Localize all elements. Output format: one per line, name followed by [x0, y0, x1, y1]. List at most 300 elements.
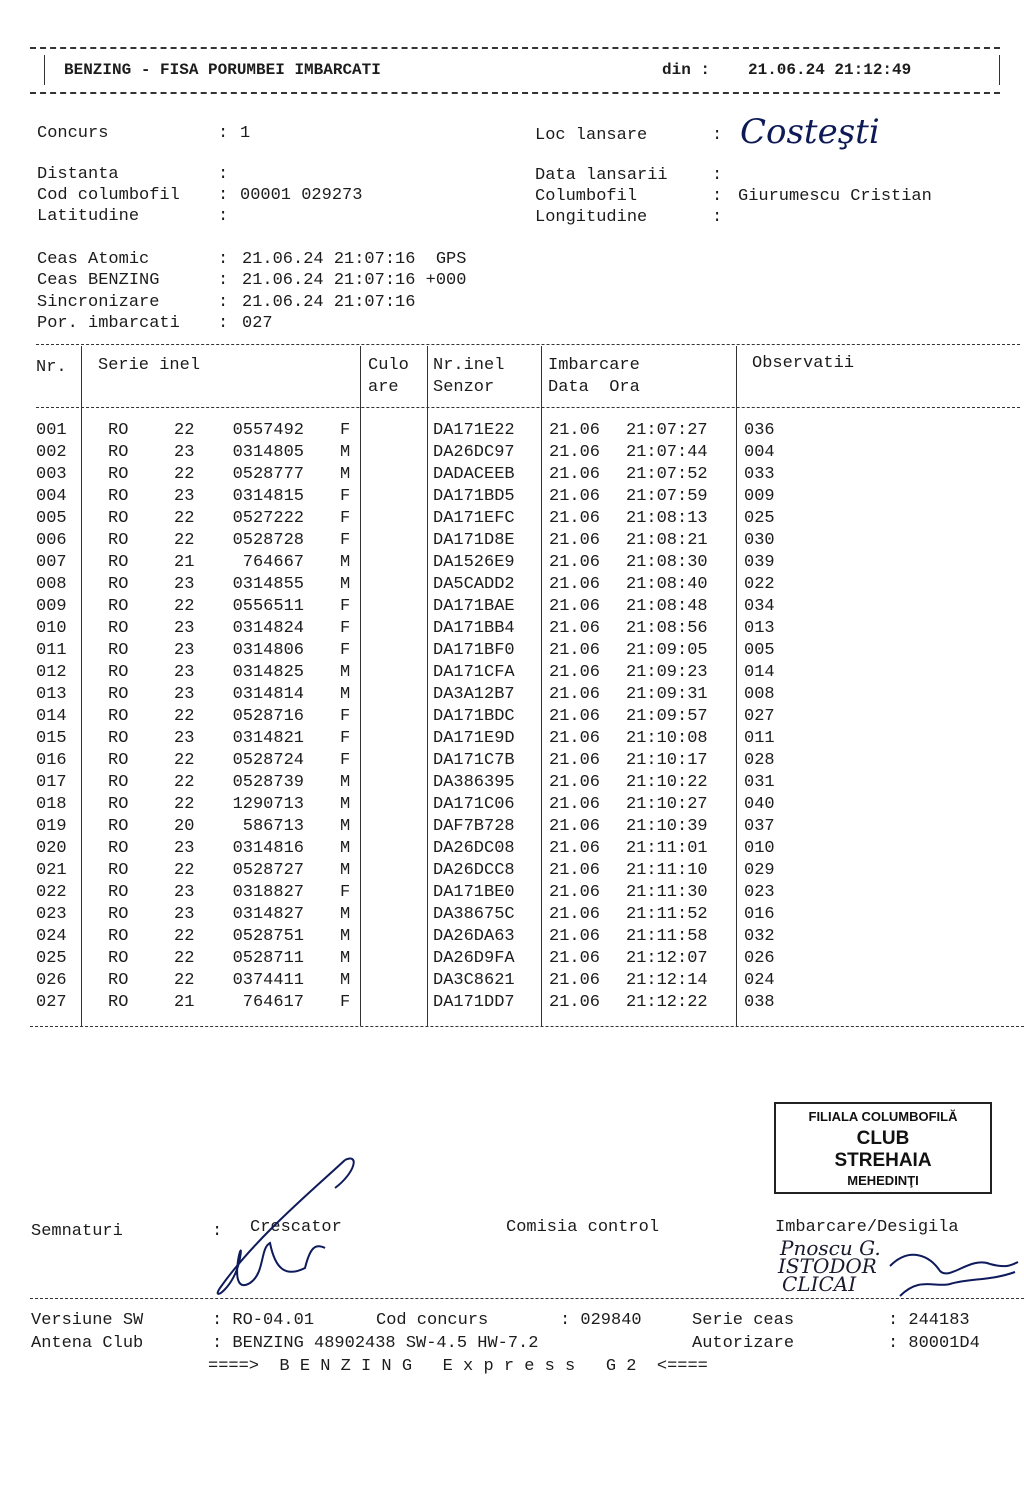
semnaturi-label: Semnaturi [31, 1222, 123, 1241]
stamp-line-4: MEHEDINŢI [847, 1173, 919, 1188]
cell-data: 21.06 [549, 817, 601, 836]
data-lansarii-label: Data lansarii [535, 166, 668, 185]
cell-nr: 021 [36, 861, 67, 880]
cell-ora: 21:08:21 [626, 531, 708, 550]
table-row [0, 487, 1024, 509]
cell-data: 21.06 [549, 751, 601, 770]
cell-ora: 21:10:17 [626, 751, 708, 770]
cell-sex: M [340, 553, 351, 572]
cell-numar: 0314821 [232, 729, 304, 748]
cell-senzor: DA26DC08 [433, 839, 515, 858]
longitudine-label: Longitudine [535, 208, 648, 227]
cell-senzor: DA26DA63 [433, 927, 515, 946]
cell-obs: 039 [744, 553, 775, 572]
cell-sex: F [340, 883, 351, 902]
cell-sex: F [340, 641, 351, 660]
cell-ora: 21:11:30 [626, 883, 708, 902]
cell-numar: 586713 [242, 817, 304, 836]
cell-nr: 011 [36, 641, 67, 660]
cell-numar: 0314805 [232, 443, 304, 462]
cell-obs: 016 [744, 905, 775, 924]
cell-data: 21.06 [549, 861, 601, 880]
cell-tara: RO [108, 487, 129, 506]
header-top-rule [30, 47, 1000, 49]
cell-an: 22 [174, 509, 195, 528]
table-row [0, 839, 1024, 861]
cell-sex: F [340, 729, 351, 748]
cell-an: 22 [174, 465, 195, 484]
cell-an: 22 [174, 971, 195, 990]
cell-numar: 0528716 [232, 707, 304, 726]
cell-senzor: DA171CFA [433, 663, 515, 682]
handwritten-name-3: CLICAI [782, 1272, 857, 1296]
cell-an: 22 [174, 795, 195, 814]
loc-lansare-value: Costeşti [740, 112, 880, 152]
cell-nr: 007 [36, 553, 67, 572]
cell-tara: RO [108, 949, 129, 968]
columbofil-value: Giurumescu Cristian [738, 187, 932, 206]
ceas-benzing-colon: : [218, 271, 229, 290]
ceas-atomic-label: Ceas Atomic [37, 250, 150, 269]
table-row [0, 861, 1024, 883]
cell-an: 20 [174, 817, 195, 836]
cell-data: 21.06 [549, 663, 601, 682]
header-nr-inel: Nr.inel [433, 356, 505, 375]
cell-numar: 764617 [242, 993, 304, 1012]
cell-sex: M [340, 663, 351, 682]
cod-concurs-value: : 029840 [560, 1311, 642, 1330]
cell-an: 22 [174, 751, 195, 770]
cell-an: 21 [174, 993, 195, 1012]
cell-obs: 009 [744, 487, 775, 506]
cell-tara: RO [108, 883, 129, 902]
cell-obs: 014 [744, 663, 775, 682]
ceas-benzing-label: Ceas BENZING [37, 271, 160, 290]
serie-ceas-label: Serie ceas [692, 1311, 795, 1330]
cell-numar: 0556511 [232, 597, 304, 616]
cell-sex: M [340, 795, 351, 814]
cell-tara: RO [108, 465, 129, 484]
cell-ora: 21:10:39 [626, 817, 708, 836]
cell-tara: RO [108, 861, 129, 880]
table-row [0, 905, 1024, 927]
table-row [0, 443, 1024, 465]
cell-tara: RO [108, 509, 129, 528]
cell-ora: 21:08:56 [626, 619, 708, 638]
cell-nr: 006 [36, 531, 67, 550]
cell-data: 21.06 [549, 597, 601, 616]
cell-obs: 023 [744, 883, 775, 902]
cell-numar: 0374411 [232, 971, 304, 990]
cell-nr: 009 [36, 597, 67, 616]
cell-senzor: DADACEEB [433, 465, 515, 484]
cell-an: 22 [174, 597, 195, 616]
cell-ora: 21:08:13 [626, 509, 708, 528]
table-row [0, 707, 1024, 729]
cell-sex: F [340, 509, 351, 528]
cell-nr: 017 [36, 773, 67, 792]
cell-sex: F [340, 751, 351, 770]
cell-nr: 018 [36, 795, 67, 814]
serie-ceas-value: : 244183 [888, 1311, 970, 1330]
cell-ora: 21:11:10 [626, 861, 708, 880]
cell-data: 21.06 [549, 531, 601, 550]
cell-ora: 21:09:57 [626, 707, 708, 726]
crescator-label: Crescator [250, 1218, 342, 1237]
cell-ora: 21:09:05 [626, 641, 708, 660]
table-row [0, 773, 1024, 795]
table-row [0, 751, 1024, 773]
header-data-ora: Data Ora [548, 378, 640, 397]
header-senzor: Senzor [433, 378, 495, 397]
autorizare-label: Autorizare [692, 1334, 795, 1353]
cell-ora: 21:09:23 [626, 663, 708, 682]
table-row [0, 927, 1024, 949]
cell-numar: 0318827 [232, 883, 304, 902]
cell-senzor: DA1526E9 [433, 553, 515, 572]
cell-nr: 003 [36, 465, 67, 484]
cell-obs: 032 [744, 927, 775, 946]
header-observatii: Observatii [752, 354, 855, 373]
cell-numar: 0557492 [232, 421, 304, 440]
cell-tara: RO [108, 641, 129, 660]
latitudine-colon: : [218, 207, 229, 226]
cell-obs: 031 [744, 773, 775, 792]
cell-senzor: DA171D8E [433, 531, 515, 550]
cell-obs: 026 [744, 949, 775, 968]
cell-sex: M [340, 817, 351, 836]
cell-sex: F [340, 421, 351, 440]
cell-numar: 0527222 [232, 509, 304, 528]
header-right-border [999, 55, 1000, 85]
cell-nr: 023 [36, 905, 67, 924]
table-row [0, 597, 1024, 619]
cell-nr: 015 [36, 729, 67, 748]
header-bottom-rule [30, 92, 1000, 94]
cell-data: 21.06 [549, 949, 601, 968]
concurs-label: Concurs [37, 124, 109, 143]
cell-senzor: DA26DCC8 [433, 861, 515, 880]
concurs-colon: : [218, 124, 229, 143]
antena-value: : BENZING 48902438 SW-4.5 HW-7.2 [212, 1334, 539, 1353]
cell-ora: 21:10:22 [626, 773, 708, 792]
cell-senzor: DA171C7B [433, 751, 515, 770]
cod-columbofil-label: Cod columbofil [37, 186, 180, 205]
cell-ora: 21:09:31 [626, 685, 708, 704]
cell-ora: 21:07:44 [626, 443, 708, 462]
cell-numar: 0528728 [232, 531, 304, 550]
cell-tara: RO [108, 795, 129, 814]
cell-nr: 004 [36, 487, 67, 506]
cell-an: 22 [174, 861, 195, 880]
cell-obs: 013 [744, 619, 775, 638]
table-row [0, 641, 1024, 663]
cell-sex: F [340, 531, 351, 550]
cell-data: 21.06 [549, 619, 601, 638]
cod-concurs-label: Cod concurs [376, 1311, 489, 1330]
cell-tara: RO [108, 993, 129, 1012]
commission-signatures [880, 1226, 1020, 1306]
cell-numar: 0314824 [232, 619, 304, 638]
cell-obs: 008 [744, 685, 775, 704]
cell-tara: RO [108, 575, 129, 594]
cell-ora: 21:11:01 [626, 839, 708, 858]
loc-lansare-label: Loc lansare [535, 126, 648, 145]
cell-ora: 21:11:58 [626, 927, 708, 946]
cell-tara: RO [108, 443, 129, 462]
cell-an: 23 [174, 575, 195, 594]
cell-obs: 037 [744, 817, 775, 836]
cell-numar: 0528751 [232, 927, 304, 946]
cell-numar: 764667 [242, 553, 304, 572]
table-row [0, 509, 1024, 531]
autorizare-value: : 80001D4 [888, 1334, 980, 1353]
stamp-line-2: CLUB [856, 1128, 910, 1149]
cell-sex: M [340, 465, 351, 484]
cell-obs: 011 [744, 729, 775, 748]
cell-ora: 21:08:40 [626, 575, 708, 594]
cell-tara: RO [108, 531, 129, 550]
cell-data: 21.06 [549, 729, 601, 748]
cell-tara: RO [108, 751, 129, 770]
cell-an: 23 [174, 663, 195, 682]
cell-senzor: DA171BF0 [433, 641, 515, 660]
report-title: BENZING - FISA PORUMBEI IMBARCATI [64, 61, 381, 79]
cell-senzor: DA171E22 [433, 421, 515, 440]
cell-an: 23 [174, 905, 195, 924]
cell-obs: 025 [744, 509, 775, 528]
cell-tara: RO [108, 619, 129, 638]
table-row [0, 883, 1024, 905]
cell-nr: 010 [36, 619, 67, 638]
cell-data: 21.06 [549, 487, 601, 506]
cell-sex: M [340, 949, 351, 968]
cell-tara: RO [108, 905, 129, 924]
cell-sex: M [340, 839, 351, 858]
cell-ora: 21:12:14 [626, 971, 708, 990]
cell-numar: 1290713 [232, 795, 304, 814]
cell-an: 22 [174, 421, 195, 440]
cod-columbofil-colon: : [218, 186, 229, 205]
sincronizare-label: Sincronizare [37, 293, 160, 312]
versiune-label: Versiune SW [31, 1311, 144, 1330]
cell-sex: F [340, 487, 351, 506]
cell-tara: RO [108, 685, 129, 704]
handwritten-name-2: ISTODOR [778, 1254, 877, 1278]
cell-ora: 21:08:48 [626, 597, 708, 616]
table-row [0, 663, 1024, 685]
cell-ora: 21:07:59 [626, 487, 708, 506]
cell-numar: 0314827 [232, 905, 304, 924]
cell-senzor: DA386395 [433, 773, 515, 792]
cell-nr: 008 [36, 575, 67, 594]
imbarcare-desigilare-label: Imbarcare/Desigila [775, 1218, 959, 1237]
cell-senzor: DA38675C [433, 905, 515, 924]
cell-obs: 028 [744, 751, 775, 770]
club-stamp [774, 1102, 992, 1194]
cell-obs: 038 [744, 993, 775, 1012]
cell-data: 21.06 [549, 707, 601, 726]
cell-ora: 21:08:30 [626, 553, 708, 572]
cell-tara: RO [108, 729, 129, 748]
cell-sex: F [340, 619, 351, 638]
cell-an: 21 [174, 553, 195, 572]
cell-tara: RO [108, 839, 129, 858]
ceas-benzing-value: 21.06.24 21:07:16 +000 [242, 271, 467, 290]
cell-nr: 020 [36, 839, 67, 858]
cell-nr: 016 [36, 751, 67, 770]
cell-sex: M [340, 927, 351, 946]
cell-sex: M [340, 905, 351, 924]
versiune-value: : RO-04.01 [212, 1311, 315, 1330]
cell-data: 21.06 [549, 553, 601, 572]
cell-obs: 034 [744, 597, 775, 616]
cell-obs: 010 [744, 839, 775, 858]
columbofil-colon: : [712, 187, 723, 206]
cell-ora: 21:10:08 [626, 729, 708, 748]
cell-an: 23 [174, 641, 195, 660]
header-nr: Nr. [36, 358, 67, 377]
cell-nr: 022 [36, 883, 67, 902]
cell-numar: 0314825 [232, 663, 304, 682]
cell-obs: 005 [744, 641, 775, 660]
cell-obs: 036 [744, 421, 775, 440]
header-left-border [44, 55, 45, 85]
table-bottom-rule [30, 1026, 1024, 1027]
benzing-banner: ====> B E N Z I N G E x p r e s s G 2 <==== [208, 1357, 708, 1376]
columbofil-label: Columbofil [535, 187, 638, 206]
cell-sex: M [340, 685, 351, 704]
cell-data: 21.06 [549, 905, 601, 924]
cell-numar: 0528724 [232, 751, 304, 770]
cell-sex: F [340, 597, 351, 616]
cell-an: 23 [174, 883, 195, 902]
cell-data: 21.06 [549, 883, 601, 902]
cell-data: 21.06 [549, 421, 601, 440]
cell-tara: RO [108, 553, 129, 572]
sincronizare-value: 21.06.24 21:07:16 [242, 293, 416, 312]
cell-obs: 030 [744, 531, 775, 550]
cell-sex: M [340, 575, 351, 594]
cell-numar: 0314816 [232, 839, 304, 858]
cell-nr: 014 [36, 707, 67, 726]
cell-senzor: DA3A12B7 [433, 685, 515, 704]
cell-an: 22 [174, 773, 195, 792]
cell-sex: M [340, 971, 351, 990]
header-culoare-2: are [368, 378, 399, 397]
table-row [0, 685, 1024, 707]
cell-tara: RO [108, 817, 129, 836]
stamp-line-1: FILIALA COLUMBOFILĂ [808, 1109, 958, 1124]
concurs-value: 1 [240, 124, 251, 143]
distanta-colon: : [218, 165, 229, 184]
cell-an: 22 [174, 531, 195, 550]
table-row [0, 971, 1024, 993]
cell-sex: F [340, 707, 351, 726]
cell-numar: 0528777 [232, 465, 304, 484]
comisia-label: Comisia control [506, 1218, 660, 1237]
cell-nr: 025 [36, 949, 67, 968]
table-row [0, 817, 1024, 839]
table-row [0, 531, 1024, 553]
cell-data: 21.06 [549, 795, 601, 814]
cell-senzor: DA171DD7 [433, 993, 515, 1012]
table-row [0, 619, 1024, 641]
cell-data: 21.06 [549, 993, 601, 1012]
cell-nr: 019 [36, 817, 67, 836]
cell-numar: 0528739 [232, 773, 304, 792]
cell-an: 22 [174, 707, 195, 726]
cell-nr: 026 [36, 971, 67, 990]
cell-an: 23 [174, 619, 195, 638]
cell-nr: 012 [36, 663, 67, 682]
cell-an: 23 [174, 729, 195, 748]
ceas-atomic-colon: : [218, 250, 229, 269]
cell-sex: M [340, 443, 351, 462]
por-imbarcati-value: 027 [242, 314, 273, 333]
cell-an: 23 [174, 487, 195, 506]
cell-data: 21.06 [549, 641, 601, 660]
cell-data: 21.06 [549, 839, 601, 858]
cell-numar: 0528711 [232, 949, 304, 968]
longitudine-colon: : [712, 208, 723, 227]
cell-numar: 0314855 [232, 575, 304, 594]
cell-senzor: DA171BE0 [433, 883, 515, 902]
cell-data: 21.06 [549, 575, 601, 594]
header-culoare-1: Culo [368, 356, 409, 375]
latitudine-label: Latitudine [37, 207, 140, 226]
cell-numar: 0528727 [232, 861, 304, 880]
semnaturi-colon: : [212, 1222, 223, 1241]
cell-data: 21.06 [549, 509, 601, 528]
ceas-atomic-value: 21.06.24 21:07:16 GPS [242, 250, 467, 269]
antena-label: Antena Club [31, 1334, 144, 1353]
crescator-signature [195, 1148, 375, 1308]
por-imbarcati-label: Por. imbarcati [37, 314, 180, 333]
cell-nr: 013 [36, 685, 67, 704]
cell-nr: 005 [36, 509, 67, 528]
cell-ora: 21:07:27 [626, 421, 708, 440]
distanta-label: Distanta [37, 165, 119, 184]
cell-obs: 022 [744, 575, 775, 594]
cell-nr: 027 [36, 993, 67, 1012]
cell-ora: 21:12:07 [626, 949, 708, 968]
report-din-label: din : [662, 61, 711, 79]
header-imbarcare: Imbarcare [548, 356, 640, 375]
cell-tara: RO [108, 773, 129, 792]
report-timestamp: 21.06.24 21:12:49 [748, 61, 912, 79]
cell-sex: M [340, 861, 351, 880]
stamp-line-3: STREHAIA [834, 1150, 932, 1171]
cell-data: 21.06 [549, 443, 601, 462]
cell-senzor: DA171BAE [433, 597, 515, 616]
cell-ora: 21:07:52 [626, 465, 708, 484]
cell-tara: RO [108, 971, 129, 990]
cell-obs: 040 [744, 795, 775, 814]
table-row [0, 729, 1024, 751]
cell-numar: 0314815 [232, 487, 304, 506]
cell-sex: F [340, 993, 351, 1012]
cell-tara: RO [108, 663, 129, 682]
cell-senzor: DA171EFC [433, 509, 515, 528]
table-row [0, 465, 1024, 487]
cell-data: 21.06 [549, 465, 601, 484]
cell-tara: RO [108, 421, 129, 440]
cell-tara: RO [108, 927, 129, 946]
cell-nr: 024 [36, 927, 67, 946]
handwritten-name-1: Pnoscu G. [780, 1236, 881, 1260]
table-row [0, 795, 1024, 817]
